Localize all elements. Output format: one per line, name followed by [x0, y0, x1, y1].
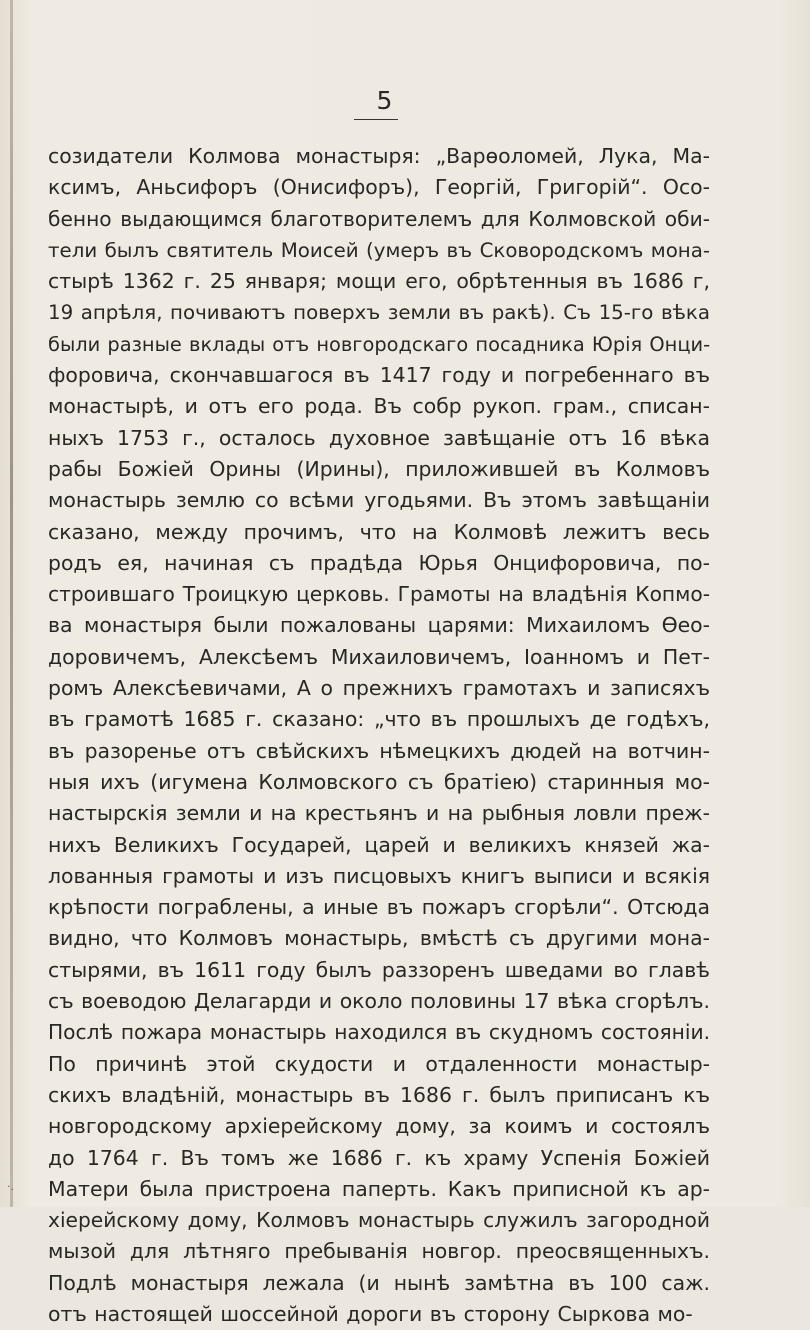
text-line: доровичемъ, Алексѣемъ Михаиловичемъ, Іоанномъ и Пет- — [48, 644, 710, 669]
text-line: лованныя грамоты и изъ писцовыхъ книгъ выписи и всякія — [48, 863, 710, 888]
text-line: ксимъ, Аньсифоръ (Онисифоръ), Георгій, Григорій“. Осо- — [48, 175, 710, 200]
binding-edge — [10, 0, 13, 1207]
text-line: форовича, скончавшагося въ 1417 году и погребеннаго въ — [48, 363, 710, 388]
text-line: 19 апрѣля, почиваютъ поверхъ земли въ ракѣ). Съ 15-го вѣка — [48, 301, 710, 325]
text-line: ва монастыря были пожалованы царями: Михаиломъ Ѳео- — [48, 613, 710, 638]
text-line: сказано, между прочимъ, что на Колмовѣ лежитъ весь — [48, 519, 710, 544]
text-line: родъ ея, начиная съ прадѣда Юрья Онцифоровича, по- — [48, 550, 710, 575]
text-line: стырѣ 1362 г. 25 января; мощи его, обрѣтенныя въ 1686 г, — [48, 269, 710, 294]
text-line: Матери была пристроена паперть. Какъ приписной къ ар- — [48, 1176, 710, 1201]
text-line: стырями, въ 1611 году былъ раззоренъ шведами во главѣ — [48, 957, 710, 982]
text-line: ромъ Алексѣевичами, А о прежнихъ грамотахъ и записяхъ — [48, 676, 710, 701]
text-line: въ грамотѣ 1685 г. сказано: „что въ прошлыхъ де годѣхъ, — [48, 707, 710, 732]
text-line: рабы Божіей Орины (Ирины), приложившей въ Колмовъ — [48, 456, 710, 481]
text-line: скихъ владѣній, монастырь въ 1686 г. былъ приписанъ къ — [48, 1082, 710, 1107]
text-line: новгородскому архіерейскому дому, за коимъ и состоялъ — [48, 1114, 710, 1139]
text-line: были разные вклады отъ новгородскаго посадника Юрія Онци- — [48, 332, 710, 356]
text-line: строившаго Троицкую церковь. Грамоты на владѣнія Копмо- — [48, 582, 710, 607]
text-line: въ разоренье отъ свѣйскихъ нѣмецкихъ дюдей на вотчин- — [48, 738, 710, 763]
text-line: крѣпости пограблены, а иные въ пожаръ сгорѣли“. Отсюда — [48, 895, 710, 920]
text-line: По причинѣ этой скудости и отдаленности монастыр- — [48, 1051, 710, 1076]
text-line: ныя ихъ (игумена Колмовского съ братіею) старинныя мо- — [48, 769, 710, 794]
text-line: видно, что Колмовъ монастырь, вмѣстѣ съ другими мона- — [48, 926, 710, 951]
text-line: монастырѣ, и отъ его рода. Въ собр рукоп. грам., списан- — [48, 394, 710, 419]
text-line: Подлѣ монастыря лежала (и нынѣ замѣтна въ 100 саж. — [48, 1270, 710, 1295]
text-line: съ воеводою Делагарди и около половины 17 вѣка сгорѣлъ. — [48, 989, 710, 1014]
text-line: отъ настоящей шоссейной дороги въ сторону Сыркова мо- — [48, 1301, 693, 1326]
page-number-rule — [354, 119, 398, 120]
text-line: тели былъ святитель Моисей (умеръ въ Сковородскомъ мона- — [48, 238, 710, 262]
text-line: хіерейскому дому, Колмовъ монастырь служилъ загородной — [48, 1208, 710, 1233]
text-line: монастырь землю со всѣми угодьями. Въ этомъ завѣщаніи — [48, 488, 710, 513]
text-line: созидатели Колмова монастыря: „Варѳоломей, Лука, Ма- — [48, 144, 710, 168]
body-text — [48, 141, 710, 1330]
text-line: нихъ Великихъ Государей, царей и великихъ князей жа- — [48, 832, 710, 857]
text-line: Послѣ пожара монастырь находился въ скудномъ состояніи. — [48, 1020, 710, 1045]
paper-speck: ·. — [7, 1180, 14, 1193]
text-line: ныхъ 1753 г., осталось духовное завѣщаніе отъ 16 вѣка — [48, 425, 710, 450]
text-line: бенно выдающимся благотворителемъ для Колмовской оби- — [48, 206, 710, 231]
text-line: настырскія земли и на крестьянъ и на рыбныя ловли преж- — [48, 801, 710, 826]
text-line: мызой для лѣтняго пребыванія новгор. преосвященныхъ. — [48, 1239, 710, 1264]
page-number: 5 — [376, 86, 394, 115]
text-line: до 1764 г. Въ томъ же 1686 г. къ храму Успенія Божіей — [48, 1145, 710, 1170]
